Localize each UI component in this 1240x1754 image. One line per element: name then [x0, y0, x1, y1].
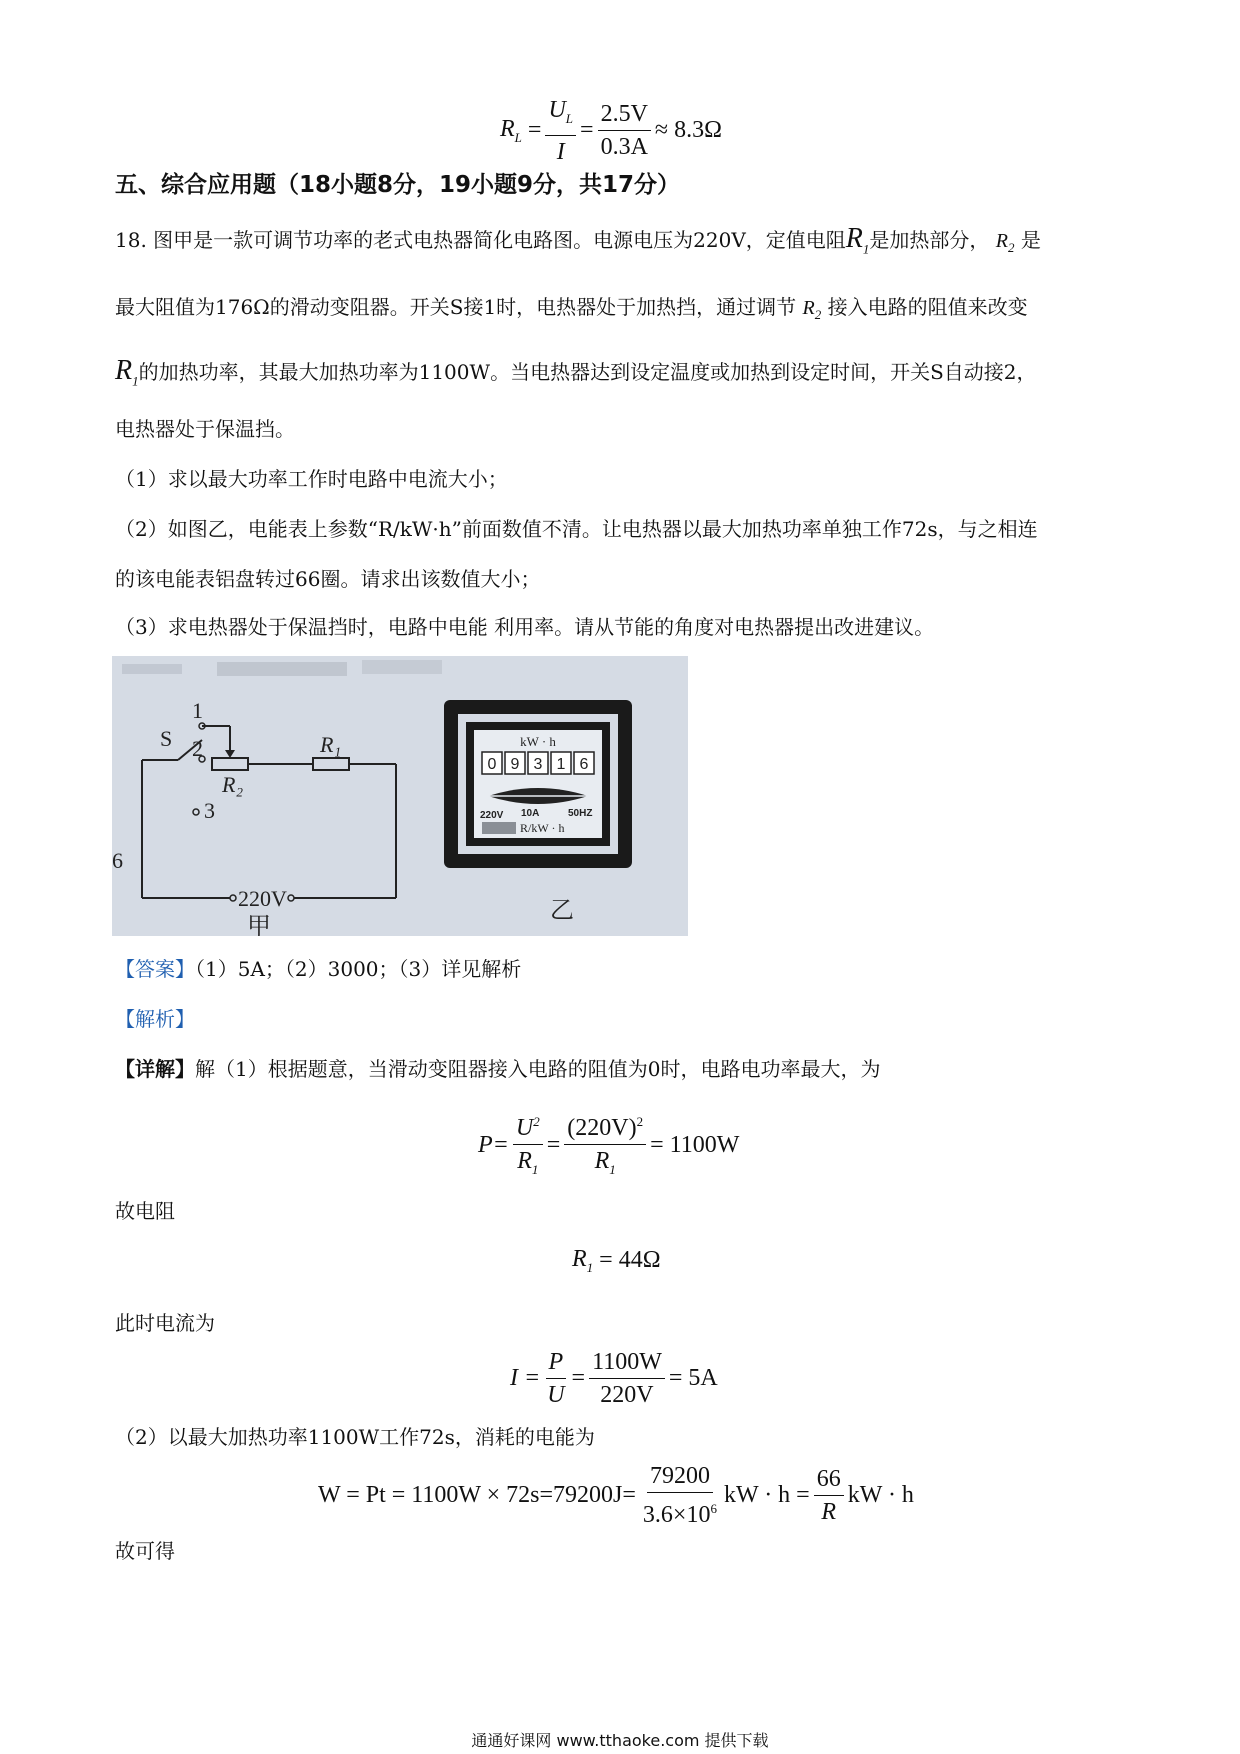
numerator: 2.5V [598, 100, 651, 131]
question-part-1: （1）求以最大功率工作时电路中电流大小； [115, 467, 508, 491]
fraction [564, 1108, 646, 1184]
denominator: U [547, 1382, 565, 1408]
meter-digit-row [482, 752, 594, 774]
position-3-label: 3 [204, 798, 215, 823]
eq-sign: = [571, 1365, 586, 1391]
eq-var: $R_L$ [500, 116, 522, 145]
analysis-label: 【解析】 [115, 1007, 195, 1031]
eq-lhs: $R_1$ [572, 1246, 594, 1275]
eq-sign: = [521, 117, 542, 144]
meter-digit: 9 [510, 756, 520, 773]
answer-text: （1）5A；（2）3000；（3）详见解析 [195, 957, 522, 981]
meter-digit: 6 [579, 756, 589, 773]
equation-energy [318, 1462, 914, 1529]
r2-symbol: $R_2$ [802, 297, 822, 322]
text: 接入电路的阻值来改变 [827, 295, 1028, 319]
meter-unit: kW · h [520, 734, 556, 749]
denominator: $R_1$ [517, 1148, 539, 1177]
numerator: $U^2$ [513, 1108, 543, 1145]
text-final: 故可得 [115, 1539, 175, 1563]
blurred-area [217, 662, 347, 676]
detail-text: 解（1）根据题意，当滑动变阻器接入电路的阻值为0时，电路电功率最大，为 [195, 1057, 881, 1081]
switch-label: S [160, 726, 173, 751]
answer-label: 【答案】 [115, 957, 195, 981]
question-line-2 [115, 294, 1028, 328]
figure-drawing [112, 656, 688, 936]
question-part-3: （3）求电热器处于保温挡时，电路中电能 利用率。请从节能的角度对电热器提出改进建议。 [115, 615, 935, 639]
text: 最大阻值为176Ω的滑动变阻器。开关S接1时，电热器处于加热挡，通过调节 [115, 295, 797, 319]
margin-mark: 6 [112, 848, 123, 873]
eq-rhs: = 44Ω [599, 1247, 661, 1274]
denominator: I [556, 138, 565, 165]
detail-label: 【详解】 [115, 1057, 195, 1081]
eq-lhs: W = Pt = 1100W × 72s=79200J= [318, 1482, 636, 1508]
eq-tail: kW · h [847, 1482, 914, 1508]
numerator: 66 [814, 1465, 844, 1496]
circuit-and-meter-figure [112, 656, 688, 936]
r1-label: R₁ [320, 732, 342, 757]
blurred-area [122, 664, 182, 674]
fraction [545, 96, 576, 166]
equation-rl [500, 96, 722, 166]
eq-result: = 5A [668, 1365, 718, 1391]
text-part-2: （2）以最大加热功率1100W工作72s，消耗的电能为 [115, 1425, 595, 1449]
meter-param: R/kW · h [520, 821, 565, 835]
section-heading: 五、综合应用题（18小题8分，19小题9分，共17分） [115, 172, 681, 198]
fraction [544, 1348, 567, 1409]
blurred-area [362, 660, 442, 674]
text: 的加热功率，其最大加热功率为1100W。当电热器达到设定温度或加热到设定时间，开关S自动接2， [138, 360, 1037, 384]
equation-current [510, 1348, 718, 1409]
r2-label: R₂ [222, 772, 244, 797]
denominator: 220V [600, 1382, 654, 1408]
fraction [814, 1465, 844, 1526]
text: 是加热部分， [869, 228, 990, 252]
answer-line [115, 956, 521, 982]
source-voltage-label: 220V [238, 886, 287, 911]
question-line-4: 电热器处于保温挡。 [115, 417, 295, 441]
equation-power [478, 1108, 739, 1184]
question-line-3 [115, 355, 1037, 395]
position-1-label: 1 [192, 698, 203, 723]
text-resistance: 故电阻 [115, 1199, 175, 1223]
r1-symbol: $R_1$ [845, 223, 870, 257]
caption-jia: 甲 [247, 914, 271, 936]
eq-result: ≈ 8.3Ω [654, 117, 722, 144]
eq-sign: = [580, 117, 594, 144]
eq-lhs: P= [478, 1132, 509, 1159]
caption-yi: 乙 [550, 898, 574, 924]
denominator: R [821, 1499, 837, 1525]
r1-symbol: $R_1$ [115, 355, 139, 389]
meter-rating-voltage: 220V [480, 810, 504, 821]
page-footer: 通通好课网 www.tthaoke.com 提供下载 [471, 1731, 769, 1750]
numerator: $U_L$ [545, 96, 576, 136]
eq-sign: = [546, 1132, 561, 1159]
meter-digit: 3 [533, 756, 543, 773]
denominator: $R_1$ [594, 1148, 616, 1177]
r2-symbol: $R_2$ [995, 230, 1015, 255]
fraction [513, 1108, 543, 1184]
text: 是 [1020, 228, 1041, 252]
question-part-2b: 的该电能表铝盘转过66圈。请求出该数值大小； [115, 567, 541, 591]
numerator: $(220V)^2$ [564, 1108, 646, 1145]
text-current: 此时电流为 [115, 1311, 215, 1335]
question-line-1 [115, 223, 1041, 263]
equation-r1 [572, 1246, 661, 1276]
meter-digit: 1 [556, 756, 566, 773]
meter-rating-current: 10A [521, 808, 540, 819]
eq-lhs: I = [510, 1365, 541, 1391]
fraction [589, 1348, 665, 1409]
text: 18. 图甲是一款可调节功率的老式电热器简化电路图。电源电压为220V，定值电阻 [115, 228, 846, 252]
detail-line [115, 1056, 880, 1082]
meter-digit: 0 [487, 756, 497, 773]
meter-blurred-value [482, 822, 516, 834]
eq-mid: kW · h = [723, 1482, 810, 1508]
fraction [598, 100, 651, 161]
numerator: 79200 [647, 1462, 713, 1493]
denominator: 0.3A [600, 134, 648, 161]
eq-result: = 1100W [650, 1132, 740, 1159]
meter-rating-frequency: 50HZ [568, 808, 593, 819]
numerator: 1100W [589, 1348, 665, 1379]
fraction [640, 1462, 720, 1529]
position-2-label: 2 [192, 736, 203, 761]
numerator: P [546, 1348, 567, 1379]
question-part-2a: （2）如图乙，电能表上参数“R/kW·h”前面数值不清。让电热器以最大加热功率单独工作72s，与之相连 [115, 517, 1038, 541]
denominator: $3.6\times 10^6$ [642, 1501, 717, 1528]
